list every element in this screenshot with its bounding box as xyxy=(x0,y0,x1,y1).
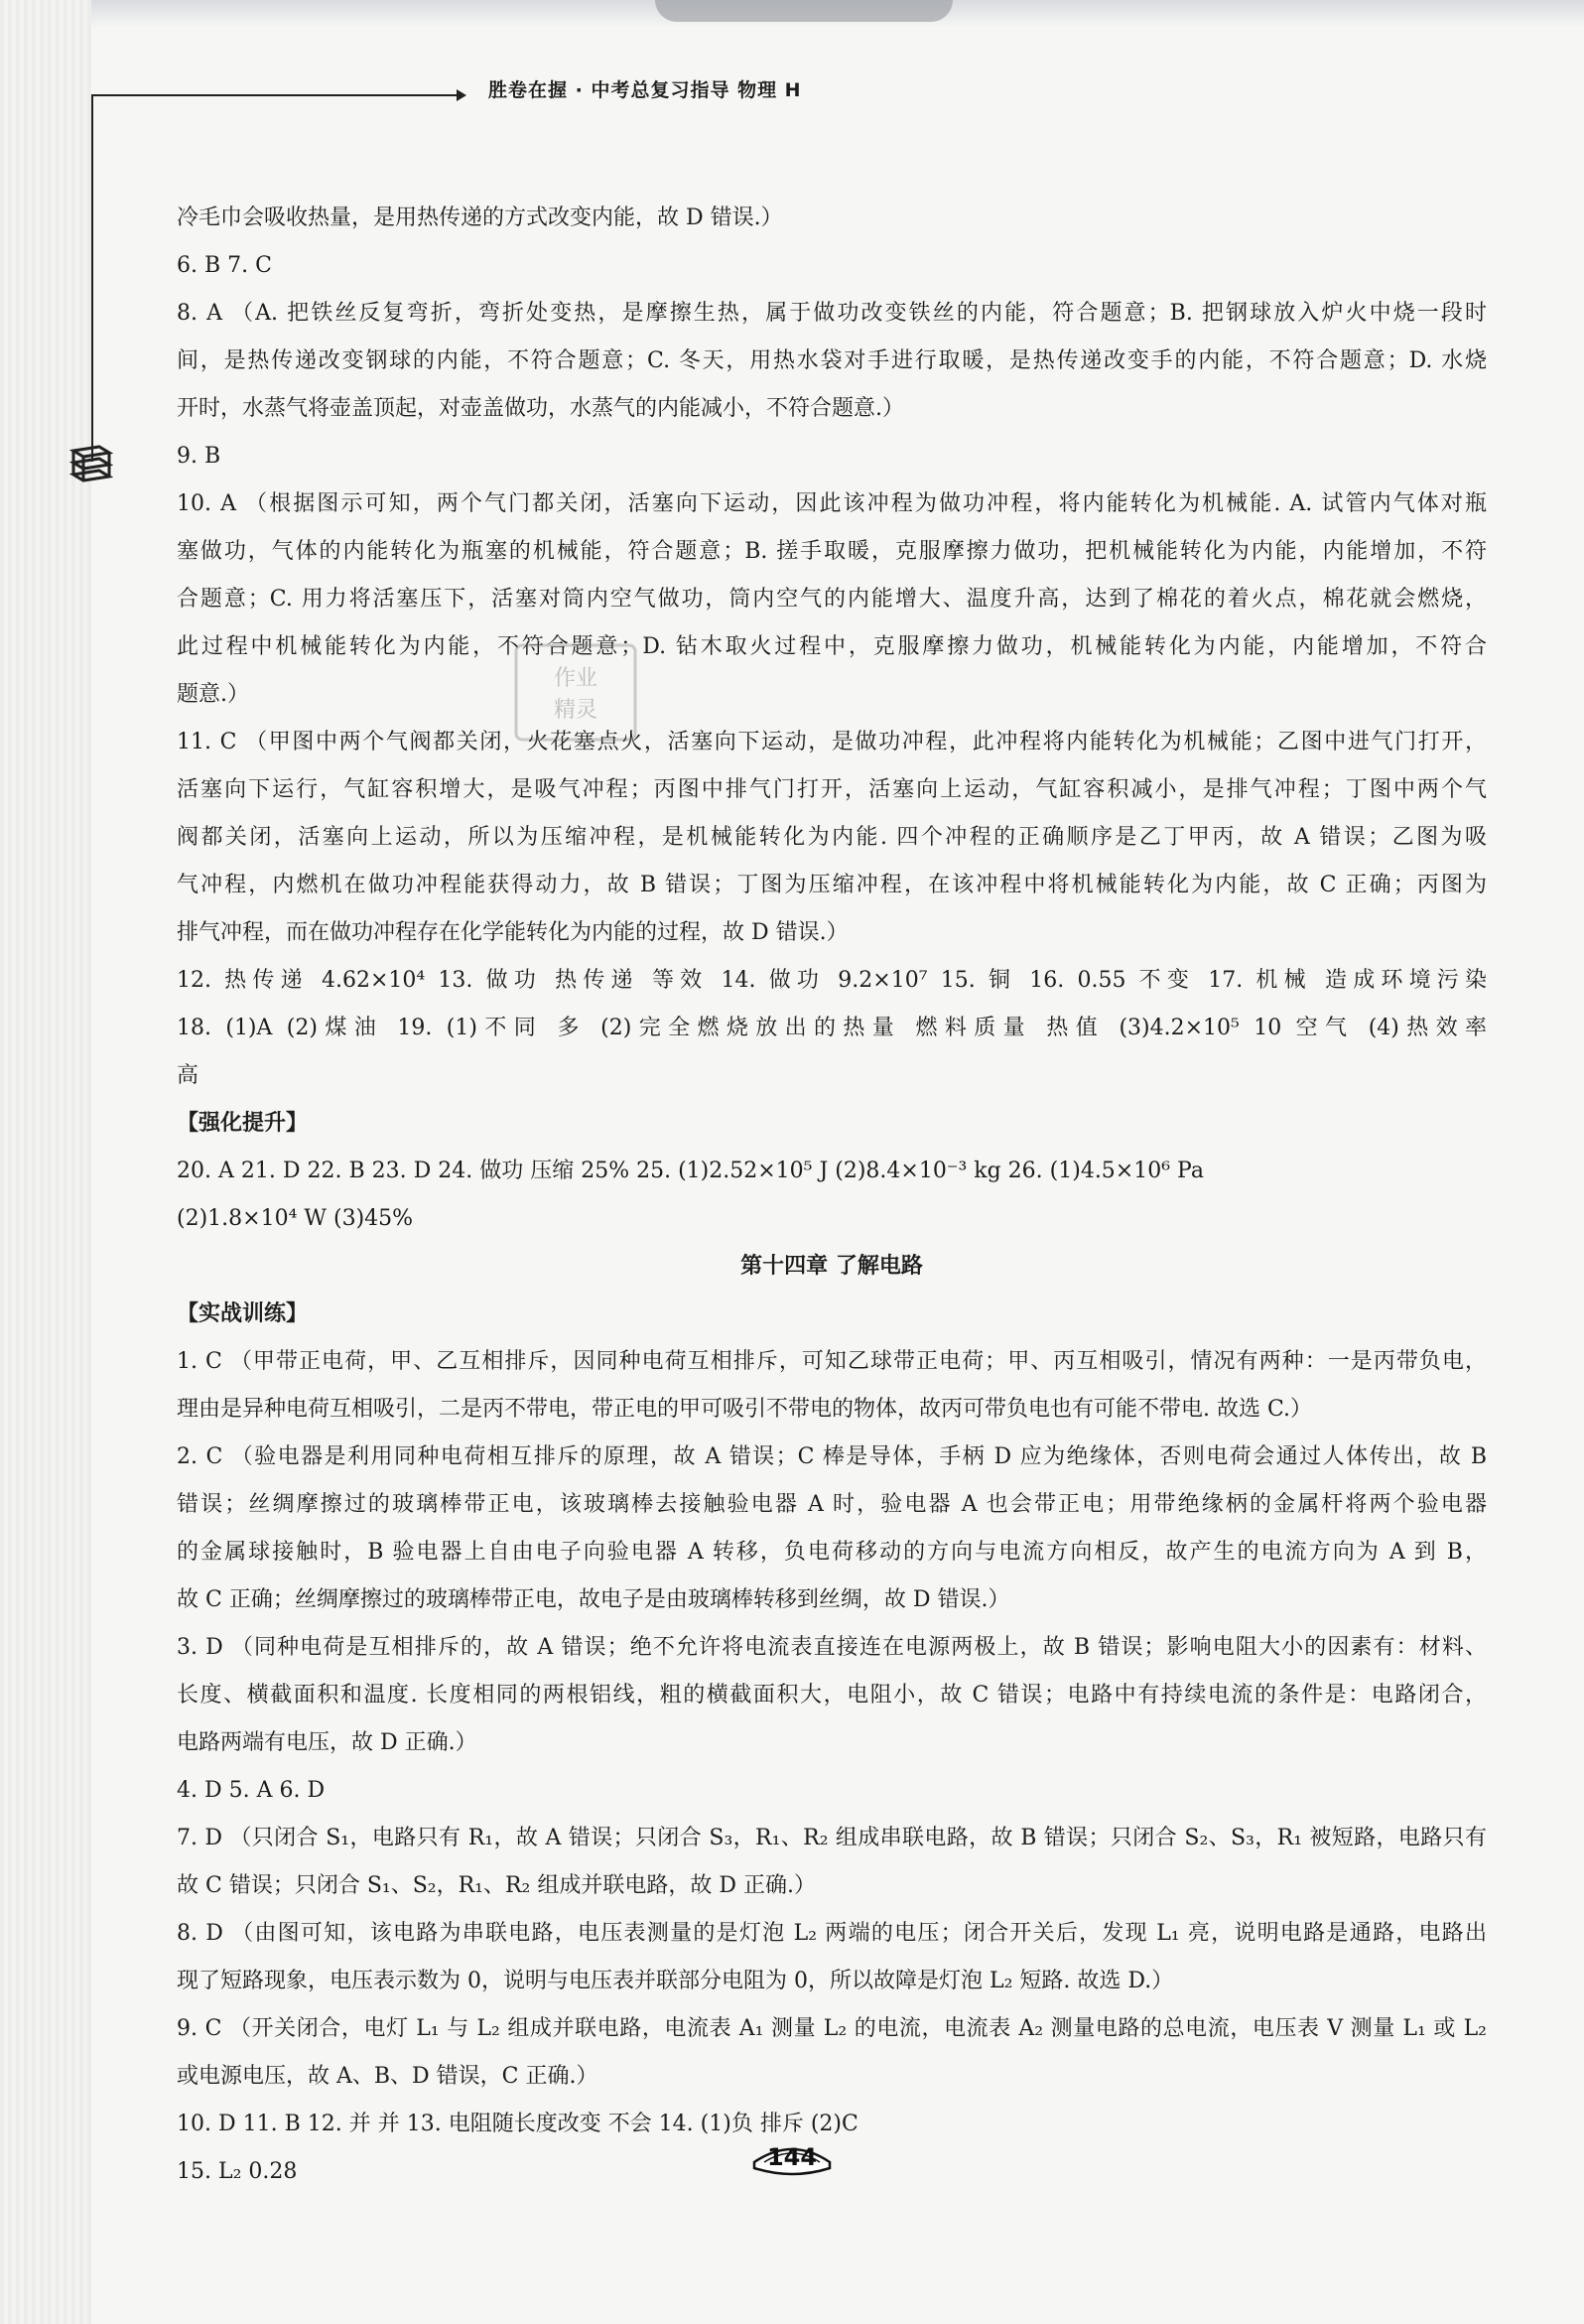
answer-line: 3. D （同种电荷是互相排斥的，故 A 错误；绝不允许将电流表直接连在电源两极上，故 B 错误；影响电阻大小的因素有：材料、 xyxy=(177,1635,1487,1660)
top-scan-band xyxy=(0,0,1584,28)
header-vertical-rule xyxy=(91,94,93,462)
answer-line: 9. C （开关闭合，电灯 L₁ 与 L₂ 组成并联电路，电流表 A₁ 测量 L₂ 的电流，电流表 A₂ 测量电路的总电流，电压表 V 测量 L₁ 或 L₂ xyxy=(177,2016,1487,2041)
answer-line: 题意.） xyxy=(177,682,249,707)
answer-line: 此过程中机械能转化为内能，不符合题意；D. 钻木取火过程中，克服摩擦力做功，机械能转化为内能，内能增加，不符合 xyxy=(177,634,1487,659)
answer-line: 9. B xyxy=(177,444,221,469)
answer-line: 合题意；C. 用力将活塞压下，活塞对筒内空气做功，筒内空气的内能增大、温度升高，达到了棉花的着火点，棉花就会燃烧， xyxy=(177,587,1487,612)
answer-line: 阀都关闭，活塞向上运动，所以为压缩冲程，是机械能转化为内能. 四个冲程的正确顺序是乙丁甲丙，故 A 错误；乙图为吸 xyxy=(177,825,1487,850)
answer-line: 11. C （甲图中两个气阀都关闭，火花塞点火，活塞向下运动，是做功冲程，此冲程将内能转化为机械能；乙图中进气门打开， xyxy=(177,730,1487,754)
answer-line: 开时，水蒸气将壶盖顶起，对壶盖做功，水蒸气的内能减小，不符合题意.） xyxy=(177,396,904,421)
header-rule xyxy=(91,94,459,96)
answer-body xyxy=(177,195,1487,2196)
section-label: 【实战训练】 xyxy=(177,1301,309,1326)
stamp-line-1: 作业 xyxy=(553,666,598,691)
watermark-stamp xyxy=(506,635,645,754)
header-arrow-icon xyxy=(457,89,466,101)
answer-line: 电路两端有电压，故 D 正确.） xyxy=(177,1730,477,1755)
answer-line: 1. C （甲带正电荷，甲、乙互相排斥，因同种电荷互相排斥，可知乙球带正电荷；甲、丙互相吸引，情况有两种：一是丙带负电， xyxy=(177,1349,1487,1374)
answer-line: 6. B 7. C xyxy=(177,253,272,278)
answer-line: 10. A （根据图示可知，两个气门都关闭，活塞向下运动，因此该冲程为做功冲程，将内能转化为机械能. A. 试管内气体对瓶 xyxy=(177,491,1487,516)
answer-line: 8. A （A. 把铁丝反复弯折，弯折处变热，是摩擦生热，属于做功改变铁丝的内能，符合题意；B. 把钢球放入炉火中烧一段时 xyxy=(177,301,1487,326)
answer-line: 排气冲程，而在做功冲程存在化学能转化为内能的过程，故 D 错误.） xyxy=(177,920,849,945)
answer-line: 理由是异种电荷互相吸引，二是丙不带电，带正电的甲可吸引不带电的物体，故丙可带负电也有可能不带电. 故选 C.） xyxy=(177,1397,1313,1422)
answer-line: 气冲程，内燃机在做功冲程能获得动力，故 B 错误；丁图为压缩冲程，在该冲程中将机械能转化为内能，故 C 正确；丙图为 xyxy=(177,873,1487,897)
answer-line: 18. (1)A (2)煤油 19. (1)不同 多 (2)完全燃烧放出的热量 燃料质量 热值 (3)4.2×10⁵ 10 空气 (4)热效率 xyxy=(177,1016,1487,1040)
answer-line: 或电源电压，故 A、B、D 错误，C 正确.） xyxy=(177,2064,598,2089)
answer-line: 间，是热传递改变钢球的内能，不符合题意；C. 冬天，用热水袋对手进行取暖，是热传递改变手的内能，不符合题意；D. 水烧 xyxy=(177,348,1487,373)
answer-line: 8. D （由图可知，该电路为串联电路，电压表测量的是灯泡 L₂ 两端的电压；闭合开关后，发现 L₁ 亮，说明电路是通路，电路出 xyxy=(177,1921,1487,1946)
answer-line: 活塞向下运行，气缸容积增大，是吸气冲程；丙图中排气门打开，活塞向上运动，气缸容积减小，是排气冲程；丁图中两个气 xyxy=(177,777,1487,802)
top-tab-shadow xyxy=(655,0,953,22)
answer-line: 冷毛巾会吸收热量，是用热传递的方式改变内能，故 D 错误.） xyxy=(177,205,783,230)
stamp-line-2: 精灵 xyxy=(553,698,598,723)
answer-line: 12. 热传递 4.62×10⁴ 13. 做功 热传递 等效 14. 做功 9.2×10⁷ 15. 铜 16. 0.55 不变 17. 机械 造成环境污染 xyxy=(177,968,1487,993)
page-number xyxy=(746,2132,838,2182)
left-margin-stripe xyxy=(0,0,91,2324)
answer-line: (2)1.8×10⁴ W (3)45% xyxy=(177,1206,414,1231)
answer-line: 的金属球接触时，B 验电器上自由电子向验电器 A 转移，负电荷移动的方向与电流方向相反，故产生的电流方向为 A 到 B， xyxy=(177,1540,1487,1565)
answer-line: 故 C 错误；只闭合 S₁、S₂，R₁、R₂ 组成并联电路，故 D 正确.） xyxy=(177,1873,816,1898)
answer-line: 现了短路现象，电压表示数为 0，说明与电压表并联部分电阻为 0，所以故障是灯泡 L₂ 短路. 故选 D.） xyxy=(177,1969,1174,1993)
answer-line: 15. L₂ 0.28 xyxy=(177,2159,298,2184)
answer-line: 20. A 21. D 22. B 23. D 24. 做功 压缩 25% 25. (1)2.52×10⁵ J (2)8.4×10⁻³ kg 26. (1)4.5×10⁶ Pa xyxy=(177,1159,1204,1183)
section-label: 【强化提升】 xyxy=(177,1111,309,1136)
page-number-text: 144 xyxy=(766,2143,818,2171)
answer-line: 2. C （验电器是利用同种电荷相互排斥的原理，故 A 错误；C 棒是导体，手柄 D 应为绝缘体，否则电荷会通过人体传出，故 B xyxy=(177,1444,1487,1469)
answer-line: 10. D 11. B 12. 并 并 13. 电阻随长度改变 不会 14. (1)负 排斥 (2)C xyxy=(177,2112,858,2136)
running-header: 胜卷在握 · 中考总复习指导 物理 H xyxy=(488,79,802,101)
answer-line: 长度、横截面积和温度. 长度相同的两根铝线，粗的横截面积大，电阻小，故 C 错误；电路中有持续电流的条件是：电路闭合， xyxy=(177,1683,1487,1708)
answer-line: 4. D 5. A 6. D xyxy=(177,1778,326,1803)
answer-line: 7. D （只闭合 S₁，电路只有 R₁，故 A 错误；只闭合 S₃，R₁、R₂ 组成串联电路，故 B 错误；只闭合 S₂、S₃，R₁ 被短路，电路只有 xyxy=(177,1826,1487,1850)
answer-line: 高 xyxy=(177,1063,199,1088)
chapter-title: 第十四章 了解电路 xyxy=(740,1254,923,1279)
book-stack-icon xyxy=(69,443,113,488)
answer-line: 塞做功，气体的内能转化为瓶塞的机械能，符合题意；B. 搓手取暖，克服摩擦力做功，把机械能转化为内能，内能增加，不符 xyxy=(177,539,1487,564)
answer-line: 故 C 正确；丝绸摩擦过的玻璃棒带正电，故电子是由玻璃棒转移到丝绸，故 D 错误.） xyxy=(177,1587,1010,1612)
answer-line: 错误；丝绸摩擦过的玻璃棒带正电，该玻璃棒去接触验电器 A 时，验电器 A 也会带正电；用带绝缘柄的金属杆将两个验电器 xyxy=(177,1492,1487,1517)
